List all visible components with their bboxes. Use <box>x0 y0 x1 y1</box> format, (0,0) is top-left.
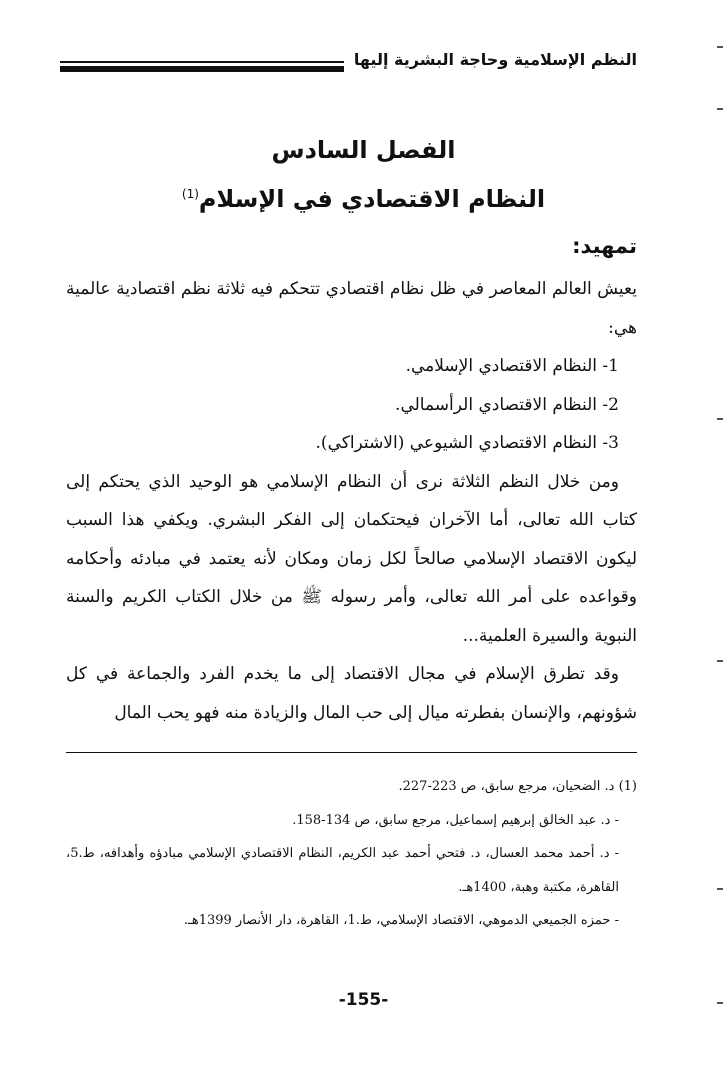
body-paragraph: وقد تطرق الإسلام في مجال الاقتصاد إلى ما يخدم الفرد والجماعة في كل شؤونهم، والإنسان بفطرته ميال إلى حب المال والزيادة منه فهو يحب المال <box>66 664 637 723</box>
scan-mark <box>717 418 723 420</box>
scan-mark <box>717 1002 723 1004</box>
header-rule-thick <box>60 66 344 72</box>
footnote-reference[interactable]: (1) <box>181 187 199 201</box>
header-rule <box>60 61 344 72</box>
footnote: - د. عبد الخالق إبرهيم إسماعيل، مرجع سابق، ص 134-158. <box>292 812 619 828</box>
scan-mark <box>717 660 723 662</box>
list-item: 3- النظام الاقتصادي الشيوعي (الاشتراكي). <box>315 433 619 453</box>
intro-paragraph: يعيش العالم المعاصر في ظل نظام اقتصادي تتحكم فيه ثلاثة نظم اقتصادية عالمية هي: <box>66 279 637 338</box>
footnote-separator <box>66 752 637 753</box>
footnote: - د. أحمد محمد العسال، د. فتحي أحمد عبد الكريم، النظام الاقتصادي الإسلامي مبادؤه وأهدافه، ط.5، القاهرة، مكتبة وهبة، 1400هـ. <box>66 846 619 895</box>
chapter-title-text: النظام الاقتصادي في الإسلام <box>198 185 546 213</box>
scan-mark <box>717 46 723 48</box>
body-paragraph: ومن خلال النظم الثلاثة نرى أن النظام الإسلامي هو الوحيد الذي يحتكم إلى كتاب الله تعالى، أما الآخران فيحتكمان إلى الفكر البشري. ويكفي هذا السبب ليكون الاقتصاد الإسلامي صالحاً لكل زمان ومكان لأنه يعتمد في مبادئه وأحكامه وقواعده على أمر الله تعالى، وأمر رسوله ﷺ من خلال الكتاب الكريم والسنة النبوية والسيرة العلمية... <box>66 471 637 646</box>
footnotes <box>66 770 637 938</box>
list-item: 2- النظام الاقتصادي الرأسمالي. <box>395 394 619 415</box>
chapter-label: الفصل السادس <box>271 136 456 164</box>
list-item: 1- النظام الاقتصادي الإسلامي. <box>405 356 619 376</box>
body-text <box>66 270 637 732</box>
page-number: -155- <box>338 990 389 1010</box>
footnote: (1) د. الضحيان، مرجع سابق، ص 223-227. <box>398 779 637 794</box>
scan-mark <box>717 108 723 110</box>
running-header <box>60 38 637 74</box>
header-rule-thin <box>60 61 344 63</box>
chapter-title <box>0 185 727 213</box>
running-title: النظم الإسلامية وحاجة البشرية إليها <box>353 50 637 69</box>
section-heading: تمهيد: <box>572 234 637 258</box>
scan-mark <box>717 888 723 890</box>
footnote: - حمزه الجميعي الدموهي، الاقتصاد الإسلامي، ط.1، القاهرة، دار الأنصار 1399هـ. <box>183 913 619 928</box>
